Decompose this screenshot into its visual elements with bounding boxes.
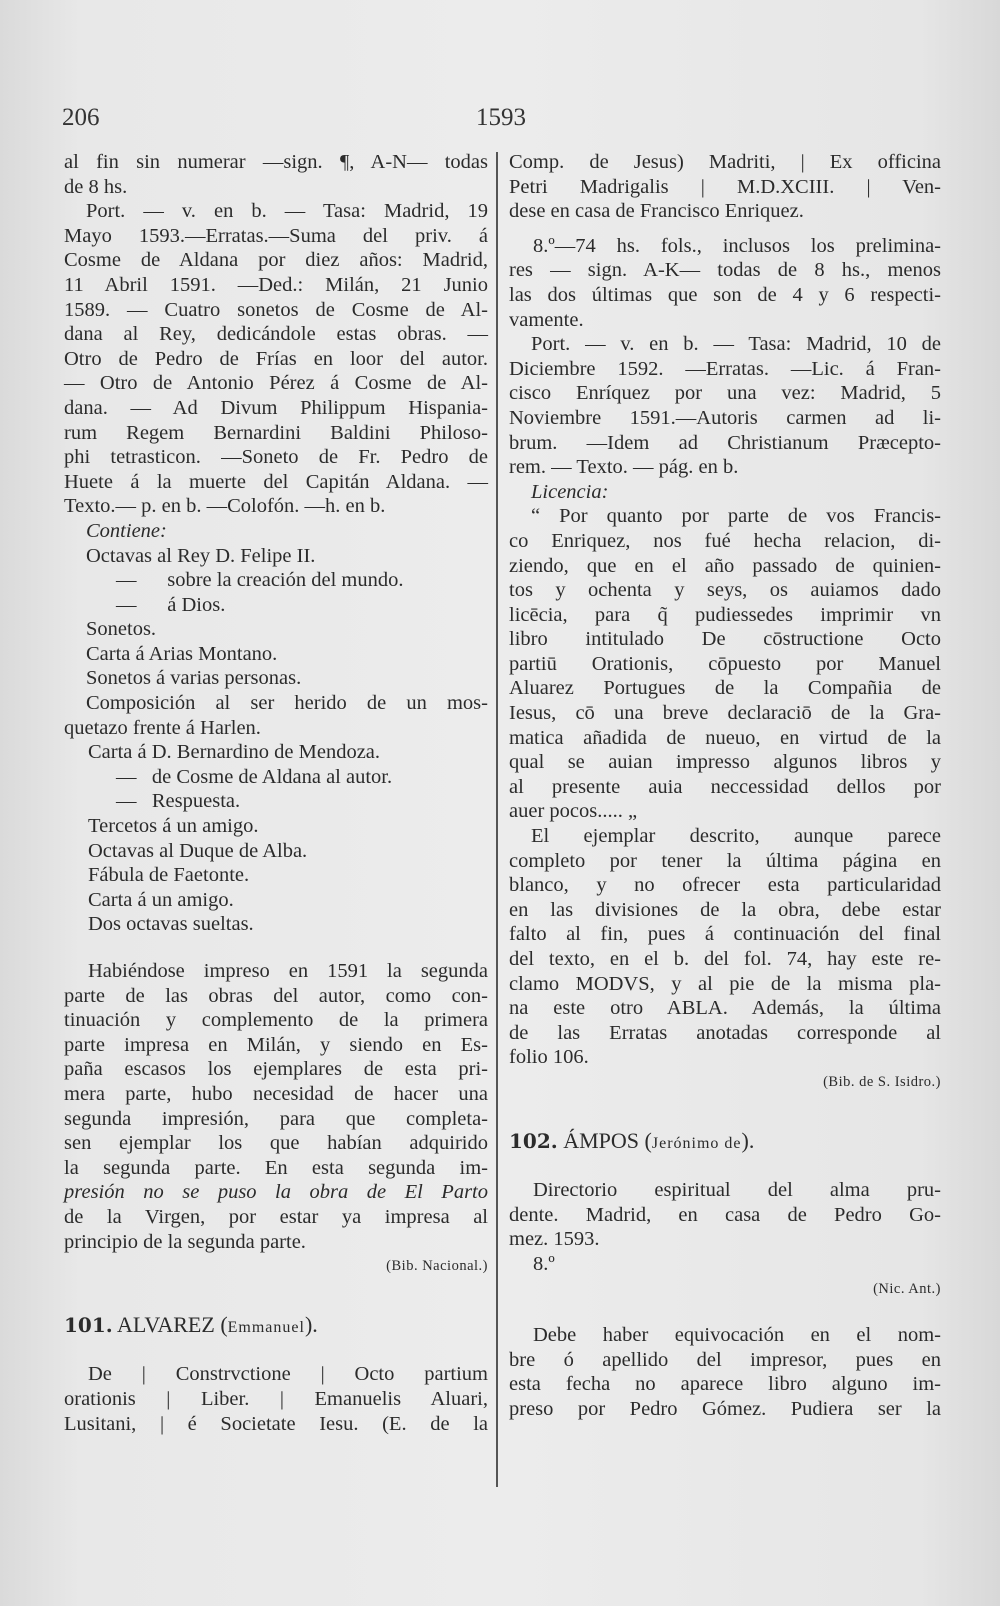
text-line: del texto, en el b. del fol. 74, hay este re- — [509, 948, 941, 970]
text-line: partiū Orationis, cōpuesto por Manuel — [509, 652, 941, 675]
text-line: qual se auian impresso algunos libros y — [509, 751, 941, 774]
source-citation: (Bib. de S. Isidro.) — [823, 1073, 941, 1090]
text-line: completo por tener la última página en — [509, 849, 941, 872]
entry-close: ). — [304, 1311, 318, 1337]
text-line: — Otro de Antonio Pérez á Cosme de Al- — [64, 372, 488, 395]
text-line: tos y ochenta y seys, os auiamos dado — [509, 579, 941, 602]
text-line: 1589. — Cuatro sonetos de Cosme de Al- — [64, 298, 488, 321]
text-line: bre ó apellido del impresor, pues en — [509, 1348, 941, 1371]
contents-item: Carta á Arias Montano. — [86, 642, 278, 665]
page-number: 206 — [62, 104, 100, 131]
text-line: res — sign. A-K— todas de 8 hs., menos — [509, 259, 941, 282]
text-line: mera parte, hubo necesidad de hacer una — [64, 1082, 488, 1105]
text-line: El ejemplar descrito, aunque parece — [531, 825, 941, 848]
text-line: matica añadida de nueuo, en virtud de la — [509, 726, 941, 749]
contents-item: Dos octavas sueltas. — [88, 913, 254, 936]
entry-surname: ALVAREZ ( — [117, 1311, 228, 1337]
entry-number: 101. — [64, 1312, 113, 1337]
text-line: licēcia, para q̃ pudiessedes imprimir vn — [509, 603, 941, 626]
entry-102-title — [509, 1178, 941, 1252]
text-line: Port. — v. en b. — Tasa: Madrid, 10 de — [531, 333, 941, 356]
text-line: sen ejemplar los que habían adquirido — [64, 1132, 488, 1155]
text-line: Huete á la muerte del Capitán Aldana. — — [64, 470, 488, 493]
port-block — [509, 332, 941, 480]
text-line: folio 106. — [509, 1046, 589, 1069]
contents-item: Carta á un amigo. — [88, 888, 234, 911]
contents-item: Octavas al Duque de Alba. — [88, 839, 308, 862]
text-line: al fin sin numerar —sign. ¶, A-N— todas — [64, 151, 488, 173]
text-line: de 8 hs. — [64, 175, 128, 198]
text-line: presión no se puso la obra de El Parto — [64, 1181, 488, 1204]
entry-102-heading — [509, 1129, 941, 1157]
text-line: na este otro ABLA. Además, la última — [509, 997, 941, 1020]
text-line: las dos últimas que son de 4 y 6 respecti- — [509, 283, 941, 306]
text-line: dente. Madrid, en casa de Pedro Go- — [509, 1203, 941, 1226]
text-line: orationis | Liber. | Emanuelis Aluari, — [64, 1387, 488, 1410]
running-head-year: 1593 — [476, 104, 526, 131]
text-line: al presente auia neccessidad dellos por — [509, 775, 941, 798]
text-line: tinuación y complemento de la primera — [64, 1009, 488, 1032]
description-block — [509, 234, 941, 332]
licencia-quote — [509, 504, 941, 824]
text-line: Diciembre 1592. —Erratas. —Lic. á Fran- — [509, 357, 941, 380]
text-line: en las divisiones de la obra, debe estar — [509, 898, 941, 921]
contents-item: Tercetos á un amigo. — [88, 815, 259, 838]
source-citation: (Bib. Nacional.) — [386, 1258, 488, 1275]
contents-item: Sonetos á varias personas. — [86, 667, 302, 690]
text-line: vamente. — [509, 308, 584, 331]
page-header — [62, 104, 942, 134]
format-line: 8.º — [533, 1252, 555, 1275]
contents-item: Octavas al Rey D. Felipe II. — [86, 544, 316, 567]
text-line: principio de la segunda parte. — [64, 1230, 306, 1253]
text-line: dese en casa de Francisco Enriquez. — [509, 200, 804, 223]
text-line: dana al Rey, dedicándole estas obras. — — [64, 323, 488, 346]
contents-item: — Respuesta. — [116, 790, 241, 813]
text-line: blanco, y no ofrecer esta particularidad — [509, 874, 941, 897]
text-line: preso por Pedro Gómez. Pudiera ser la — [509, 1397, 941, 1420]
contents-item: Sonetos. — [86, 618, 157, 641]
entry-first-name: Jerónimo de — [651, 1134, 742, 1152]
entry-first-name: Emmanuel — [227, 1318, 305, 1336]
text-line: Port. — v. en b. — Tasa: Madrid, 19 — [86, 200, 488, 223]
text-line: cisco Enríquez por una vez: Madrid, 5 — [509, 382, 941, 405]
contents-item: Carta á D. Bernardino de Mendoza. — [88, 741, 381, 764]
text-line: brum. —Idem ad Christianum Præcepto- — [509, 431, 941, 454]
text-line: paña escasos los ejemplares de esta pri- — [64, 1058, 488, 1081]
contents-item: — de Cosme de Aldana al autor. — [116, 765, 393, 788]
text-line: parte impresa en Milán, y siendo en Es- — [64, 1033, 488, 1056]
licencia-label: Licencia: — [531, 480, 609, 503]
text-line: De | Constrvctione | Octo partium — [88, 1363, 488, 1386]
column-divider — [496, 152, 498, 1487]
intro-block — [64, 150, 488, 199]
text-line: Petri Madrigalis | M.D.XCIII. | Ven- — [509, 175, 941, 198]
text-line: Habiéndose impreso en 1591 la segunda — [88, 960, 488, 982]
text-line: Debe haber equivocación en el nom- — [533, 1324, 941, 1347]
source-citation: (Nic. Ant.) — [873, 1280, 941, 1297]
text-line: parte de las obras del autor, como con- — [64, 984, 488, 1007]
text-line: Aluarez Portugues de la Compañia de — [509, 677, 941, 700]
text-line: co Enriquez, nos fué hecha relacion, di- — [509, 529, 941, 552]
contents-item: quetazo frente á Harlen. — [64, 716, 261, 739]
text-line: libro intitulado De cōstructione Octo — [509, 628, 941, 651]
contents-item: — á Dios. — [116, 593, 226, 616]
contiene-label: Contiene: — [86, 519, 167, 542]
left-column — [64, 150, 488, 1436]
text-line: segunda impresión, para que completa- — [64, 1107, 488, 1130]
title-continued — [509, 150, 941, 224]
text-line: “ Por quanto por parte de vos Francis- — [531, 505, 941, 528]
entry-101-title — [64, 1362, 488, 1436]
text-line: falto al fin, pues á continuación del final — [509, 923, 941, 946]
text-line: de la Virgen, por estar ya impresa al — [64, 1205, 488, 1228]
right-column — [509, 150, 941, 1422]
text-line: Directorio espiritual del alma pru- — [533, 1179, 941, 1202]
text-line: rum Regem Bernardini Baldini Philoso- — [64, 421, 488, 444]
text-line: Lusitani, | é Societate Iesu. (E. de la — [64, 1412, 488, 1435]
text-line: 11 Abril 1591. —Ded.: Milán, 21 Junio — [64, 273, 488, 296]
text-line: phi tetrasticon. —Soneto de Fr. Pedro de — [64, 446, 488, 469]
note-paragraph — [509, 824, 941, 1070]
text-line: Mayo 1593.—Erratas.—Suma del priv. á — [64, 224, 488, 247]
text-line: Comp. de Jesus) Madriti, | Ex officina — [509, 151, 941, 173]
text-line: auer pocos..... „ — [509, 800, 638, 823]
text-line: 8.º—74 hs. fols., inclusos los prelimina- — [533, 234, 941, 257]
text-line: Noviembre 1591.—Autoris carmen ad li- — [509, 406, 941, 429]
text-line: esta fecha no aparece libro alguno im- — [509, 1373, 941, 1396]
contents-item: Composición al ser herido de un mos- — [86, 692, 488, 715]
text-line: de las Erratas anotadas corresponde al — [509, 1021, 941, 1044]
contents-item: — sobre la creación del mundo. — [116, 569, 404, 592]
entry-101-heading — [64, 1313, 488, 1341]
entry-close: ). — [741, 1127, 755, 1153]
final-note — [509, 1323, 941, 1421]
entry-number: 102. — [509, 1128, 558, 1153]
text-line: clamo MODVS, y al pie de la misma pla- — [509, 972, 941, 995]
note-paragraph — [64, 959, 488, 1254]
text-line: Otro de Pedro de Frías en loor del autor. — [64, 347, 488, 370]
text-line: mez. 1593. — [509, 1228, 600, 1251]
contents-list — [64, 544, 488, 938]
entry-surname: ÁMPOS ( — [563, 1127, 652, 1153]
text-line: ziendo, que en el año passado de quinien- — [509, 554, 941, 577]
text-line: Texto.— p. en b. —Colofón. —h. en b. — [64, 495, 386, 518]
text-line: la segunda parte. En esta segunda im- — [64, 1156, 488, 1179]
text-line: rem. — Texto. — pág. en b. — [509, 456, 739, 479]
text-line: Iesus, cō una breve declaraciō de la Gra- — [509, 702, 941, 725]
text-line: Cosme de Aldana por diez años: Madrid, — [64, 249, 488, 272]
text-line: dana. — Ad Divum Philippum Hispania- — [64, 396, 488, 419]
contents-item: Fábula de Faetonte. — [88, 864, 250, 887]
port-block — [64, 199, 488, 519]
